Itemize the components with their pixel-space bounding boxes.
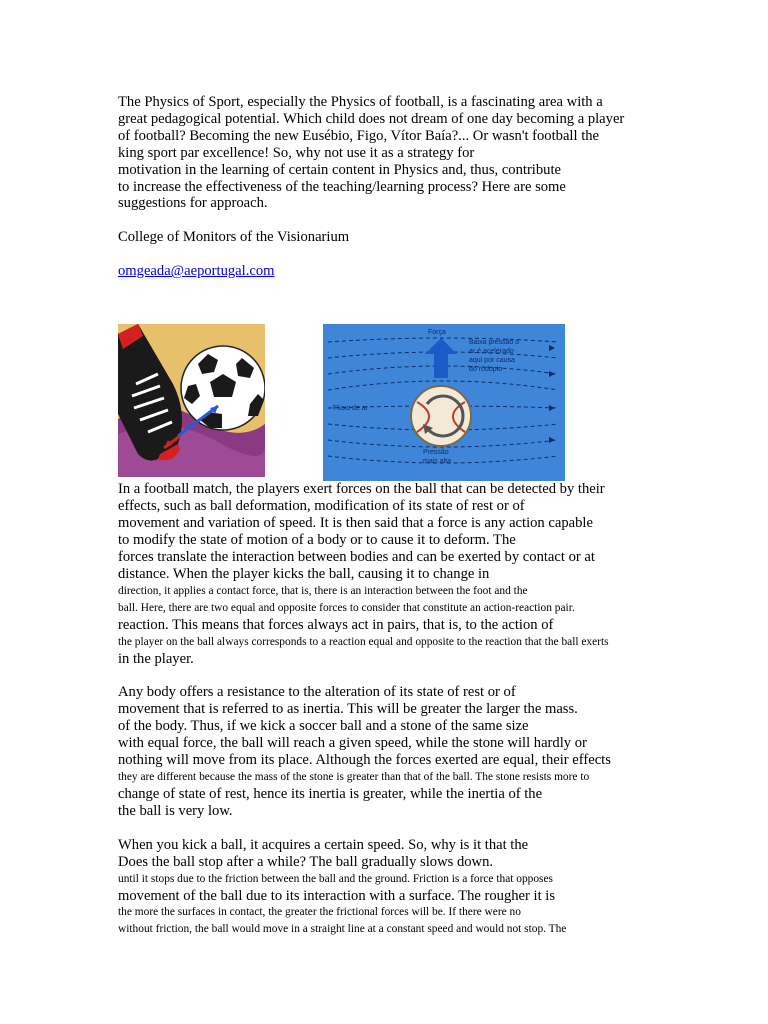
figure-label-baixa-1: Baixa pressão o bbox=[469, 339, 520, 347]
figure-label-baixa-2: ar é acelerado bbox=[469, 348, 514, 356]
text-line: with equal force, the ball will reach a given speed, while the stone will hardly or bbox=[118, 735, 587, 752]
figure-label-baixa-3: aqui por causa bbox=[469, 357, 515, 365]
text-line: the ball is very low. bbox=[118, 802, 233, 819]
football-kick-image bbox=[118, 324, 265, 477]
text-line: ball. Here, there are two equal and opposite forces to consider that constitute an action-reaction pair. bbox=[118, 601, 575, 614]
text-line: movement of the ball due to its interaction with a surface. The rougher it is bbox=[118, 887, 556, 904]
email-link[interactable]: omgeada@aeportugal.com bbox=[118, 263, 275, 280]
text-line: without friction, the ball would move in a straight line at a constant speed and would not stop. The bbox=[118, 923, 567, 936]
figure-label-fluxo: Fluxo de ar bbox=[333, 405, 369, 413]
magnus-effect-diagram bbox=[323, 324, 565, 481]
intro-paragraph bbox=[118, 94, 758, 212]
text-line: great pedagogical potential. Which child does not dream of one day becoming a player bbox=[118, 110, 625, 127]
text-line: effects, such as ball deformation, modification of its state of rest or of bbox=[118, 498, 525, 515]
text-line: until it stops due to the friction between the ball and the ground. Friction is a force that opposes bbox=[118, 872, 553, 885]
paragraph-inertia bbox=[118, 684, 758, 819]
text-line: movement that is referred to as inertia. This will be greater the larger the mass. bbox=[118, 701, 578, 718]
figure-label-forca: Força bbox=[428, 329, 446, 337]
text-line: motivation in the learning of certain content in Physics and, thus, contribute bbox=[118, 161, 561, 178]
paragraph-forces bbox=[118, 481, 758, 667]
figure-label-pressao-1: Pressão bbox=[423, 449, 449, 457]
text-line: In a football match, the players exert forces on the ball that can be detected by their bbox=[118, 481, 605, 498]
text-line: Any body offers a resistance to the alteration of its state of rest or of bbox=[118, 684, 516, 701]
document-page bbox=[118, 94, 758, 938]
text-line: the player on the ball always corresponds to a reaction equal and opposite to the reaction that the ball exerts bbox=[118, 635, 609, 648]
text-line: Does the ball stop after a while? The ball gradually slows down. bbox=[118, 853, 494, 870]
figure-label-baixa-4: do rodopio bbox=[469, 366, 503, 374]
text-line: distance. When the player kicks the ball, causing it to change in bbox=[118, 565, 490, 582]
text-line: of the body. Thus, if we kick a soccer ball and a stone of the same size bbox=[118, 718, 529, 735]
text-line: in the player. bbox=[118, 650, 194, 667]
text-line: king sport par excellence! So, why not use it as a strategy for bbox=[118, 144, 475, 161]
text-line: suggestions for approach. bbox=[118, 195, 268, 212]
figures-row bbox=[118, 324, 758, 481]
text-line: change of state of rest, hence its inertia is greater, while the inertia of the bbox=[118, 785, 543, 802]
paragraph-friction bbox=[118, 837, 758, 939]
figure-label-pressao-2: mais alta bbox=[423, 458, 452, 466]
text-line: of football? Becoming the new Eusébio, Figo, Vítor Baía?... Or wasn't football the bbox=[118, 127, 600, 144]
author-line: College of Monitors of the Visionarium bbox=[118, 229, 350, 246]
text-line: to modify the state of motion of a body or to cause it to deform. The bbox=[118, 531, 516, 548]
text-line: When you kick a ball, it acquires a certain speed. So, why is it that the bbox=[118, 836, 529, 853]
text-line: movement and variation of speed. It is then said that a force is any action capable bbox=[118, 514, 593, 531]
text-line: forces translate the interaction between bodies and can be exerted by contact or at bbox=[118, 548, 595, 565]
text-line: they are different because the mass of the stone is greater than that of the ball. The stone resists more to bbox=[118, 770, 590, 783]
text-line: nothing will move from its place. Although the forces exerted are equal, their effects bbox=[118, 752, 611, 769]
text-line: the more the surfaces in contact, the greater the frictional forces will be. If there were no bbox=[118, 906, 521, 919]
text-line: to increase the effectiveness of the teaching/learning process? Here are some bbox=[118, 178, 566, 195]
text-line: direction, it applies a contact force, that is, there is an interaction between the foot and the bbox=[118, 584, 528, 597]
text-line: reaction. This means that forces always act in pairs, that is, to the action of bbox=[118, 616, 554, 633]
text-line: The Physics of Sport, especially the Physics of football, is a fascinating area with a bbox=[118, 94, 603, 110]
